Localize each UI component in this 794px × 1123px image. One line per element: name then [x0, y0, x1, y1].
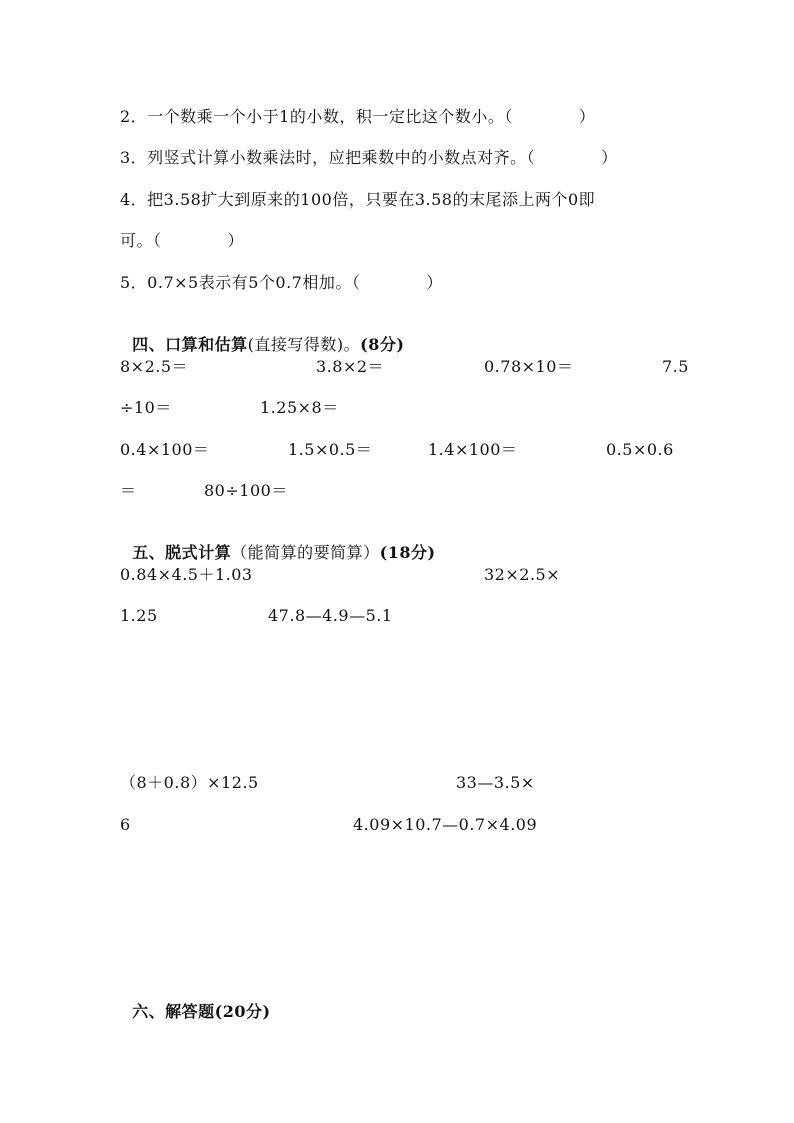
oral-calc-item: 0.4×100＝ — [120, 440, 210, 459]
section4-note: (直接写得数)。 — [247, 335, 361, 354]
oral-calc-item: 0.5×0.6 — [606, 440, 674, 459]
stepwise-calc-item: 33—3.5× — [456, 773, 535, 792]
judgement-item-5: 5．0.7×5表示有5个0.7相加。（ ） — [120, 273, 443, 292]
section6-title: 六、解答题 — [132, 1002, 215, 1021]
stepwise-calc-item: 32×2.5× — [484, 565, 561, 584]
section4-points: (8分) — [360, 335, 405, 354]
section6-heading — [120, 982, 271, 1022]
oral-calc-item: ＝ — [120, 481, 137, 500]
oral-calc-item: 0.78×10＝ — [484, 357, 574, 376]
stepwise-calc-item: 1.25 — [120, 606, 158, 625]
section5-points: (18分) — [379, 543, 436, 562]
section5-heading — [120, 523, 436, 563]
judgement-item-4-continuation: 可。（ ） — [120, 231, 245, 250]
stepwise-calc-item: 4.09×10.7—0.7×4.09 — [353, 815, 538, 834]
oral-calc-item: 1.25×8＝ — [260, 398, 339, 417]
judgement-item-4: 4．把3.58扩大到原来的100倍，只要在3.58的末尾添上两个0即 — [120, 190, 596, 209]
oral-calc-item: 3.8×2＝ — [316, 357, 385, 376]
oral-calc-item: 1.5×0.5＝ — [288, 440, 373, 459]
stepwise-calc-item: 0.84×4.5＋1.03 — [120, 565, 253, 584]
section5-note: （能简算的要简算） — [231, 543, 380, 562]
oral-calc-item: 7.5 — [662, 357, 689, 376]
section5-title: 五、脱式计算 — [132, 543, 232, 562]
oral-calc-item: 1.4×100＝ — [428, 440, 518, 459]
judgement-item-3: 3．列竖式计算小数乘法时，应把乘数中的小数点对齐。（ ） — [120, 148, 618, 167]
section6-points: (20分) — [214, 1002, 271, 1021]
section4-heading — [120, 315, 404, 355]
stepwise-calc-item: 6 — [120, 815, 131, 834]
stepwise-calc-item: （8＋0.8）×12.5 — [120, 773, 259, 792]
oral-calc-item: ÷10＝ — [120, 398, 172, 417]
oral-calc-item: 80÷100＝ — [204, 481, 288, 500]
oral-calc-item: 8×2.5＝ — [120, 357, 189, 376]
judgement-item-2: 2．一个数乘一个小于1的小数，积一定比这个数小。（ ） — [120, 107, 596, 126]
stepwise-calc-item: 47.8—4.9—5.1 — [268, 606, 393, 625]
section4-title: 四、口算和估算 — [132, 335, 248, 354]
